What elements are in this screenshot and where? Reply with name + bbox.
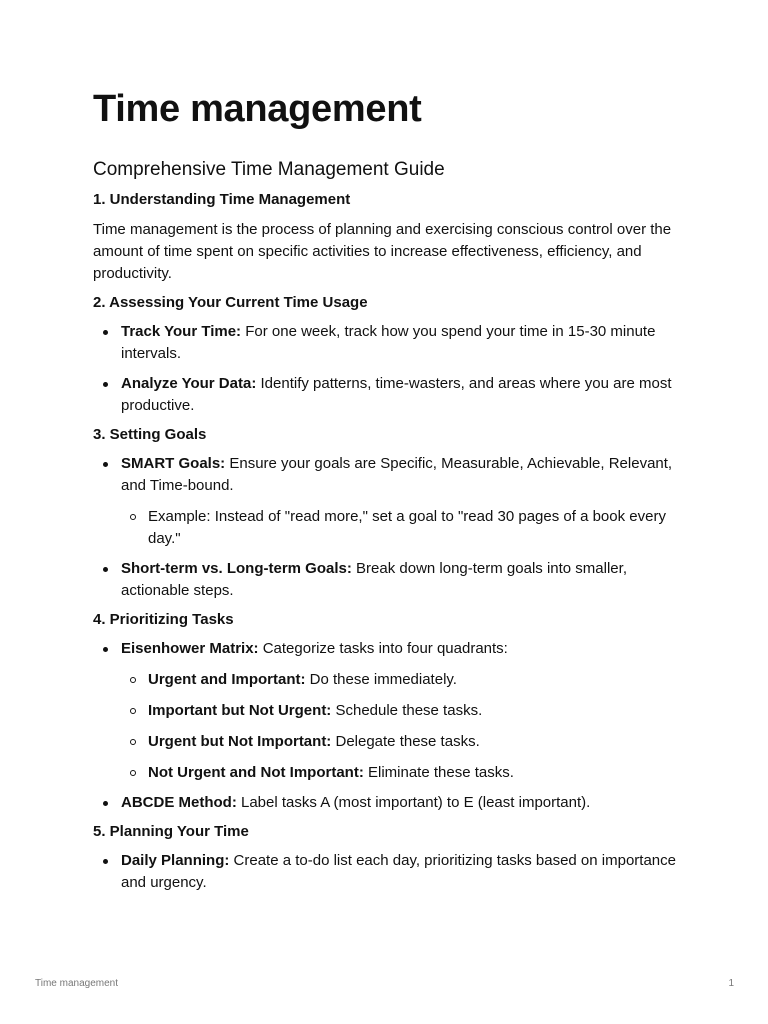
list-item-label: Important but Not Urgent:	[148, 702, 332, 719]
list-item-text: Example: Instead of "read more," set a goal to "read 30 pages of a book every day."	[148, 508, 666, 547]
list-item	[93, 558, 693, 602]
list-item-label: Track Your Time:	[121, 323, 242, 340]
list-item	[93, 453, 693, 550]
list-item-label: ABCDE Method:	[121, 794, 237, 811]
bullet-list	[93, 321, 693, 417]
section-heading: 3. Setting Goals	[93, 426, 207, 443]
list-item-text: Identify patterns, time-wasters, and areas where you are most productive.	[121, 375, 672, 414]
sub-list	[121, 506, 693, 550]
list-item-text: Break down long-term goals into smaller, actionable steps.	[121, 560, 627, 599]
list-item	[93, 638, 693, 784]
list-item-label: Daily Planning:	[121, 852, 230, 869]
footer-title: Time management	[35, 978, 118, 989]
section-heading: 5. Planning Your Time	[93, 823, 249, 840]
document-page	[93, 86, 693, 894]
sub-list-item	[121, 762, 693, 784]
list-item	[93, 321, 693, 365]
sub-list-item	[121, 700, 693, 722]
list-item-label: Not Urgent and Not Important:	[148, 764, 364, 781]
sub-list	[121, 669, 693, 784]
list-item-label: Short-term vs. Long-term Goals:	[121, 560, 352, 577]
list-item-text: Delegate these tasks.	[331, 733, 480, 750]
list-item-label: Eisenhower Matrix:	[121, 640, 259, 657]
list-item-text: Ensure your goals are Specific, Measurable, Achievable, Relevant, and Time-bound.	[121, 455, 673, 494]
list-item	[93, 850, 693, 894]
sub-list-item	[121, 669, 693, 691]
list-item-label: Urgent but Not Important:	[148, 733, 332, 750]
list-item-label: Urgent and Important:	[148, 671, 306, 688]
list-item-text: Do these immediately.	[305, 671, 457, 688]
section-paragraph: Time management is the process of planning and exercising conscious control over the amount of time spent on specific activities to increase effectiveness, efficiency, and productivity.	[93, 221, 672, 282]
document-title: Time management	[93, 88, 422, 130]
document-subtitle: Comprehensive Time Management Guide	[93, 159, 445, 180]
list-item-label: Analyze Your Data:	[121, 375, 257, 392]
bullet-list	[93, 453, 693, 602]
section-heading: 1. Understanding Time Management	[93, 191, 351, 208]
list-item-text: Eliminate these tasks.	[363, 764, 514, 781]
bullet-list	[93, 638, 693, 814]
section-heading: 2. Assessing Your Current Time Usage	[93, 294, 368, 311]
list-item-text: For one week, track how you spend your time in 15-30 minute intervals.	[121, 323, 656, 362]
sub-list-item	[121, 506, 693, 550]
list-item-text: Create a to-do list each day, prioritizing tasks based on importance and urgency.	[121, 852, 676, 891]
list-item-text: Label tasks A (most important) to E (least important).	[236, 794, 591, 811]
bullet-list	[93, 850, 693, 894]
section-heading: 4. Prioritizing Tasks	[93, 611, 234, 628]
list-item-label: SMART Goals:	[121, 455, 226, 472]
list-item	[93, 373, 693, 417]
list-item	[93, 792, 693, 814]
list-item-text: Schedule these tasks.	[331, 702, 483, 719]
sub-list-item	[121, 731, 693, 753]
list-item-text: Categorize tasks into four quadrants:	[258, 640, 508, 657]
page-number: 1	[728, 978, 734, 989]
